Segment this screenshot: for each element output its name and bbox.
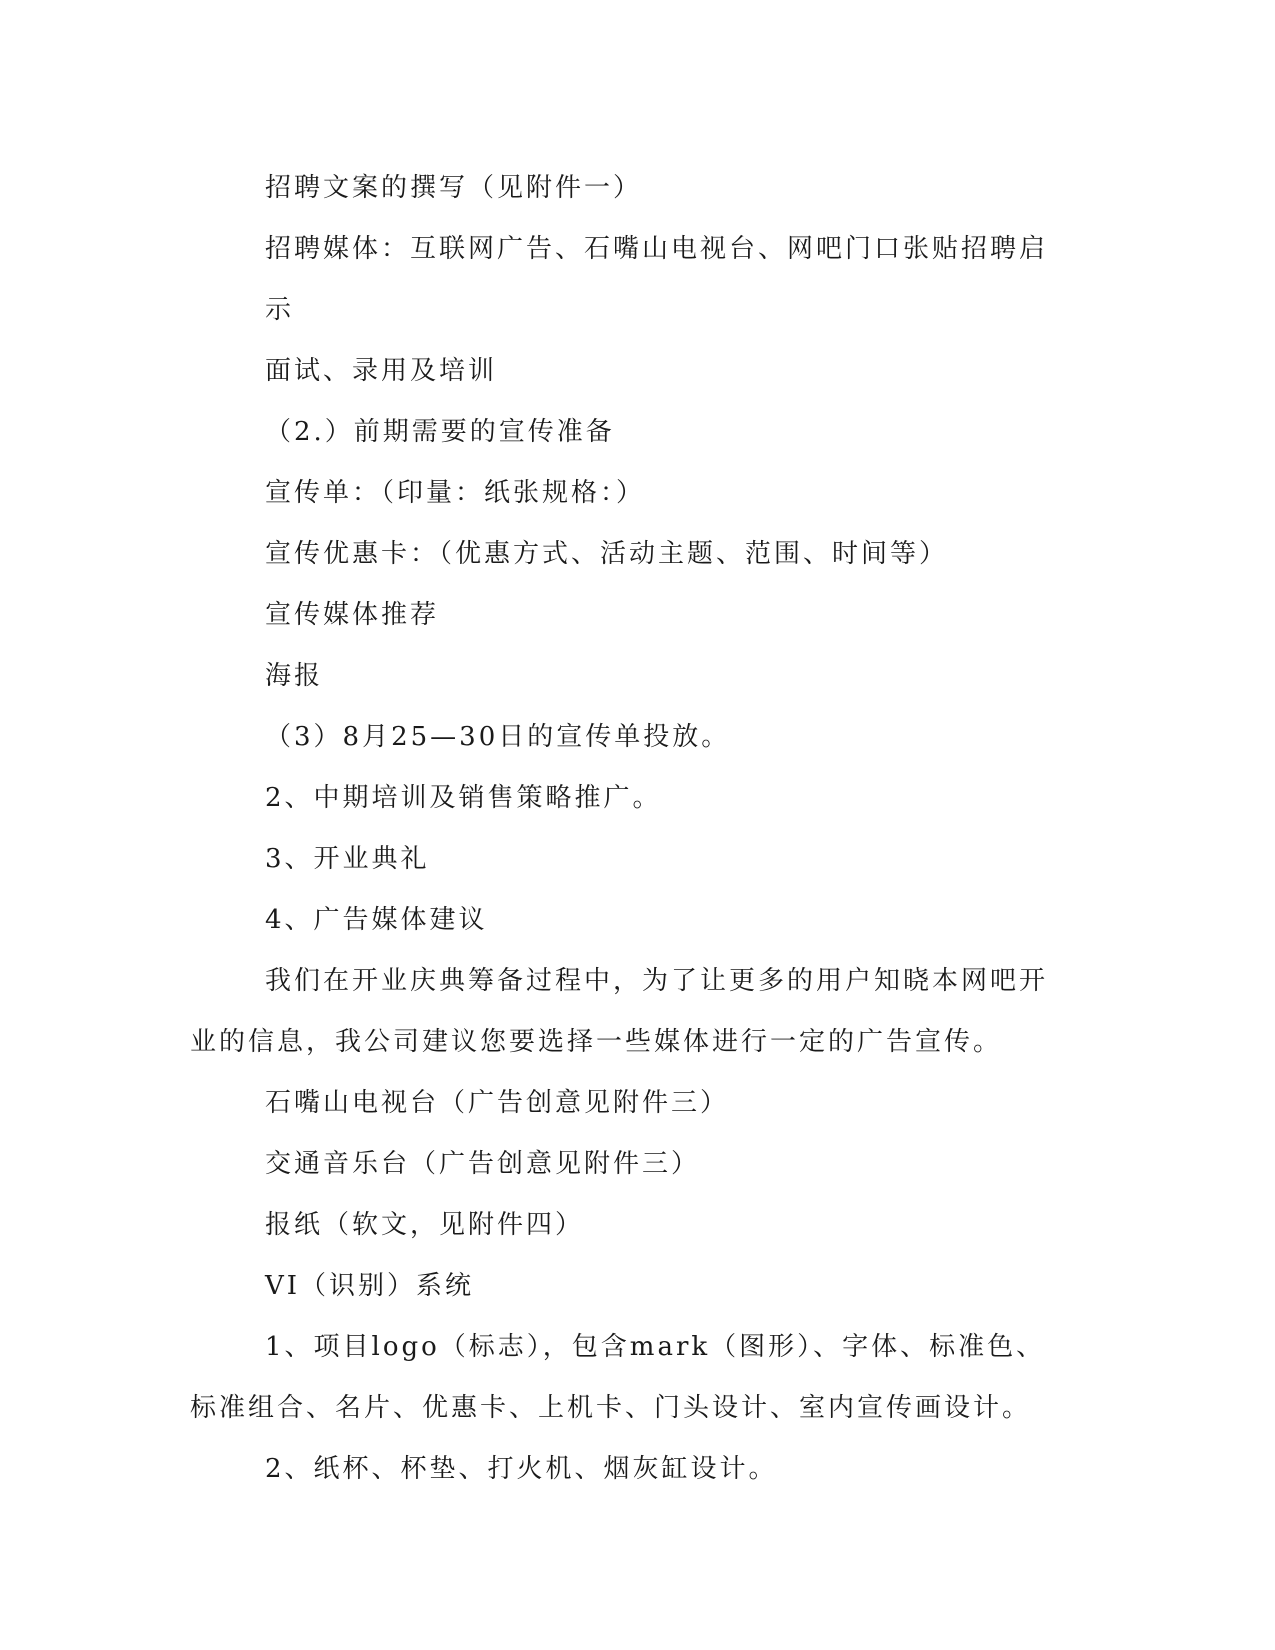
paragraph-ad-media-body: 我们在开业庆典筹备过程中，为了让更多的用户知晓本网吧开业的信息，我公司建议您要选择一些媒体进行一定的广告宣传。 — [190, 966, 1049, 1057]
paragraph-vi-system: VI（识别）系统 — [265, 1271, 475, 1301]
paragraph-cup-design: 2、纸杯、杯垫、打火机、烟灰缸设计。 — [265, 1454, 778, 1484]
paragraph-ad-media-suggestion: 4、广告媒体建议 — [265, 905, 488, 935]
paragraph-interview-training: 面试、录用及培训 — [265, 356, 498, 386]
document-body — [190, 158, 1070, 1500]
paragraph-traffic-radio: 交通音乐台（广告创意见附件三） — [265, 1149, 701, 1179]
paragraph-mid-training: 2、中期培训及销售策略推广。 — [265, 783, 662, 813]
paragraph-discount-card: 宣传优惠卡：（优惠方式、活动主题、范围、时间等） — [265, 539, 949, 569]
paragraph-recruitment-copywriting: 招聘文案的撰写（见附件一） — [265, 173, 643, 203]
paragraph-flyer: 宣传单：（印量：纸张规格：） — [265, 478, 646, 508]
paragraph-tv-station: 石嘴山电视台（广告创意见附件三） — [265, 1088, 730, 1118]
paragraph-poster: 海报 — [265, 661, 324, 691]
paragraph-promo-preparation: （2.）前期需要的宣传准备 — [265, 417, 615, 447]
paragraph-newspaper: 报纸（软文，见附件四） — [265, 1210, 585, 1240]
paragraph-recruitment-media: 招聘媒体：互联网广告、石嘴山电视台、网吧门口张贴招聘启示 — [265, 234, 1049, 325]
paragraph-media-recommendation: 宣传媒体推荐 — [265, 600, 440, 630]
paragraph-flyer-distribution: （3）8月25—30日的宣传单投放。 — [265, 722, 731, 752]
paragraph-opening-ceremony: 3、开业典礼 — [265, 844, 430, 874]
paragraph-logo-design: 1、项目logo（标志），包含mark（图形）、字体、标准色、标准组合、名片、优惠卡、上机卡、门头设计、室内宣传画设计。 — [190, 1332, 1046, 1423]
